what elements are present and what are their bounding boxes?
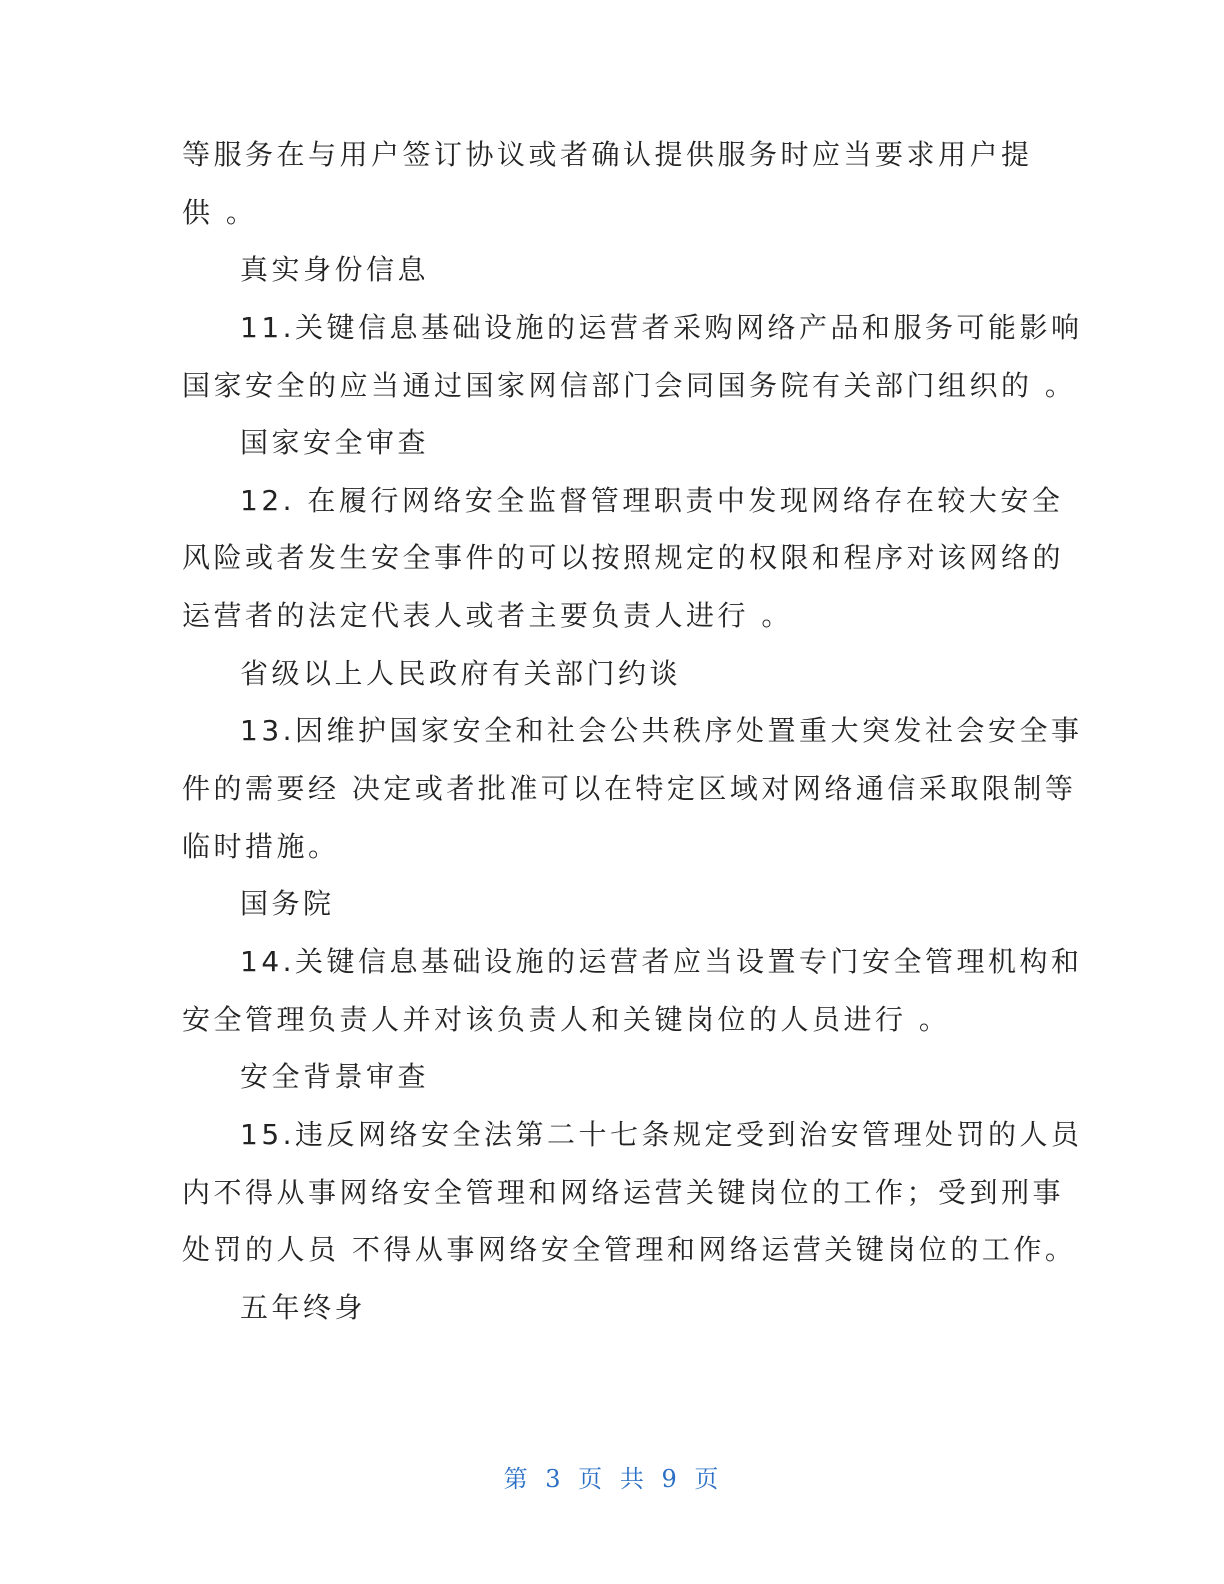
text-line: 国家安全的应当通过国家网信部门会同国务院有关部门组织的 。 — [182, 369, 1077, 402]
text-line: 运营者的法定代表人或者主要负责人进行 。 — [182, 599, 793, 632]
text-line: 供 。 — [182, 196, 258, 229]
question-line: 11.关键信息基础设施的运营者采购网络产品和服务可能影响 — [240, 311, 1083, 344]
answer-line: 国家安全审查 — [240, 426, 430, 459]
answer-line: 国务院 — [240, 887, 335, 920]
question-line: 15.违反网络安全法第二十七条规定受到治安管理处罚的人员 — [240, 1118, 1083, 1151]
footer-label: 页 — [694, 1465, 721, 1493]
current-page-number: 3 — [545, 1465, 563, 1493]
text-line: 内不得从事网络安全管理和网络运营关键岗位的工作；受到刑事 — [182, 1176, 1065, 1209]
text-line: 安全管理负责人并对该负责人和关键岗位的人员进行 。 — [182, 1003, 951, 1036]
footer-label: 页 — [578, 1465, 605, 1493]
answer-line: 省级以上人民政府有关部门约谈 — [240, 657, 682, 690]
text-line: 临时措施。 — [182, 830, 340, 863]
footer-label: 共 — [619, 1465, 646, 1493]
total-page-number: 9 — [661, 1465, 679, 1493]
question-line: 13.因维护国家安全和社会公共秩序处置重大突发社会安全事 — [240, 714, 1083, 747]
question-line: 12. 在履行网络安全监督管理职责中发现网络存在较大安全 — [240, 484, 1064, 517]
text-line: 等服务在与用户签订协议或者确认提供服务时应当要求用户提 — [182, 138, 1033, 171]
answer-line: 五年终身 — [240, 1291, 367, 1324]
answer-line: 安全背景审查 — [240, 1060, 430, 1093]
question-line: 14.关键信息基础设施的运营者应当设置专门安全管理机构和 — [240, 945, 1083, 978]
answer-line: 真实身份信息 — [240, 253, 430, 286]
text-line: 件的需要经 决定或者批准可以在特定区域对网络通信采取限制等 — [182, 772, 1077, 805]
text-line: 处罚的人员 不得从事网络安全管理和网络运营关键岗位的工作。 — [182, 1233, 1077, 1266]
footer-label: 第 — [503, 1465, 530, 1493]
text-line: 风险或者发生安全事件的可以按照规定的权限和程序对该网络的 — [182, 541, 1065, 574]
page-footer — [0, 1463, 1224, 1495]
